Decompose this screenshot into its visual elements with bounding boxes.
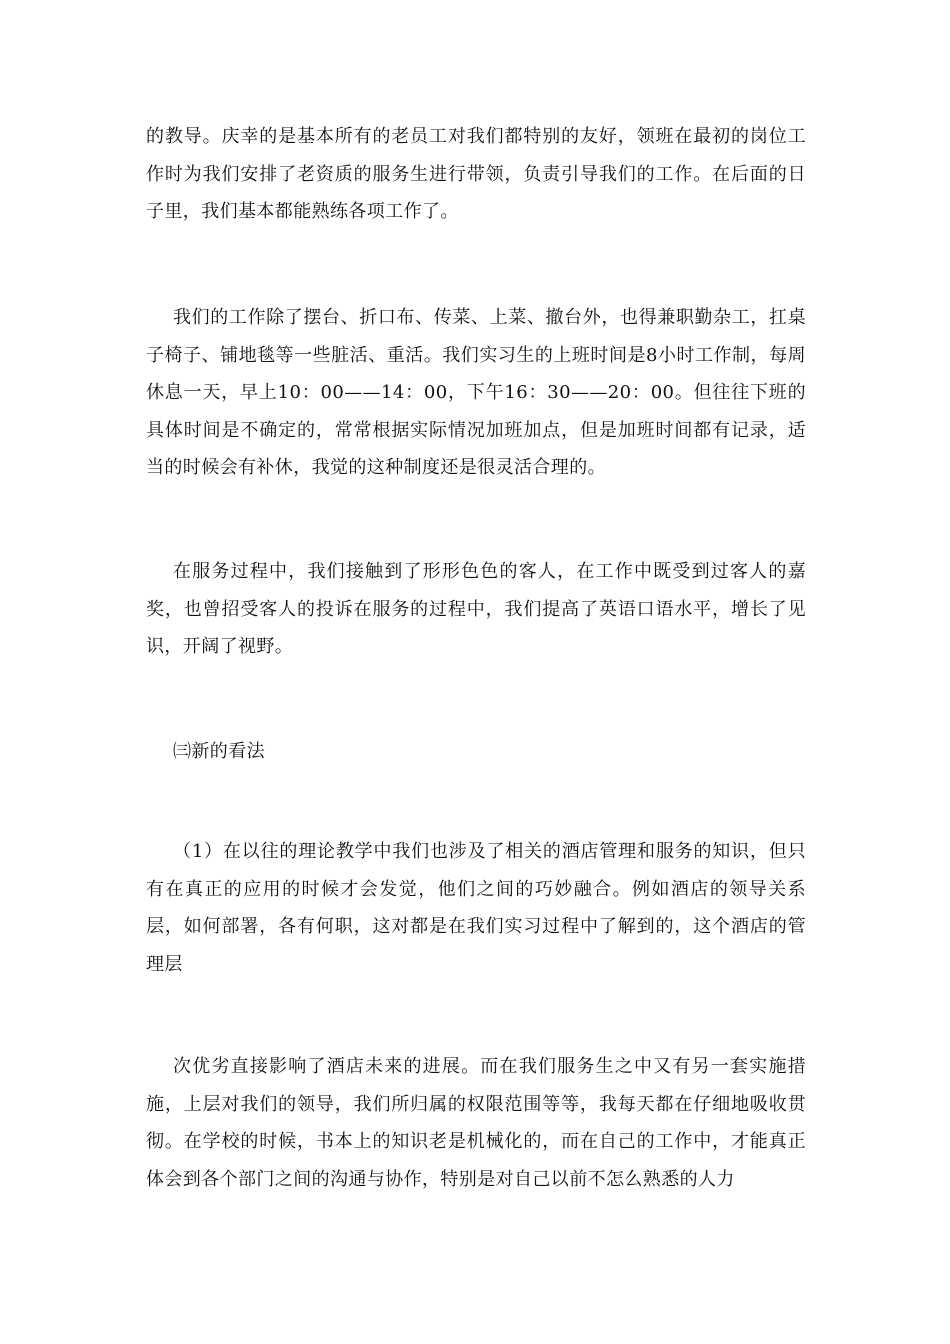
paragraph-point-1: （1）在以往的理论教学中我们也涉及了相关的酒店管理和服务的知识，但只有在真正的应用的时候才会发觉，他们之间的巧妙融合。例如酒店的领导关系层，如何部署，各有何职，这对都是在我们实习过程中了解到的，这个酒店的管理层 bbox=[146, 841, 806, 975]
section-heading-new-views: ㈢新的看法 bbox=[173, 741, 265, 762]
paragraph-continuation: 的教导。庆幸的是基本所有的老员工对我们都特别的友好，领班在最初的岗位工作时为我们安排了老资质的服务生进行带领，负责引导我们的工作。在后面的日子里，我们基本都能熟练各项工作了。 bbox=[146, 126, 806, 222]
paragraph-management-levels: 次优劣直接影响了酒店未来的进展。而在我们服务生之中又有另一套实施措施，上层对我们的领导，我们所归属的权限范围等等，我每天都在仔细地吸收贯彻。在学校的时候，书本上的知识老是机械化的，而在自己的工作中，才能真正体会到各个部门之间的沟通与协作，特别是对自己以前不怎么熟悉的人力 bbox=[146, 1056, 806, 1190]
paragraph-work-duties: 我们的工作除了摆台、折口布、传菜、上菜、撤台外，也得兼职勤杂工，扛桌子椅子、铺地毯等一些脏活、重活。我们实习生的上班时间是8小时工作制，每周休息一天，早上10：00——14：00，下午16：30——20：00。但往往下班的具体时间是不确定的，常常根据实际情况加班加点，但是加班时间都有记录，适当的时候会有补休，我觉的这种制度还是很灵活合理的。 bbox=[146, 307, 806, 478]
paragraph-service-experience: 在服务过程中，我们接触到了形形色色的客人，在工作中既受到过客人的嘉奖，也曾招受客人的投诉在服务的过程中，我们提高了英语口语水平，增长了见识，开阔了视野。 bbox=[146, 561, 806, 657]
